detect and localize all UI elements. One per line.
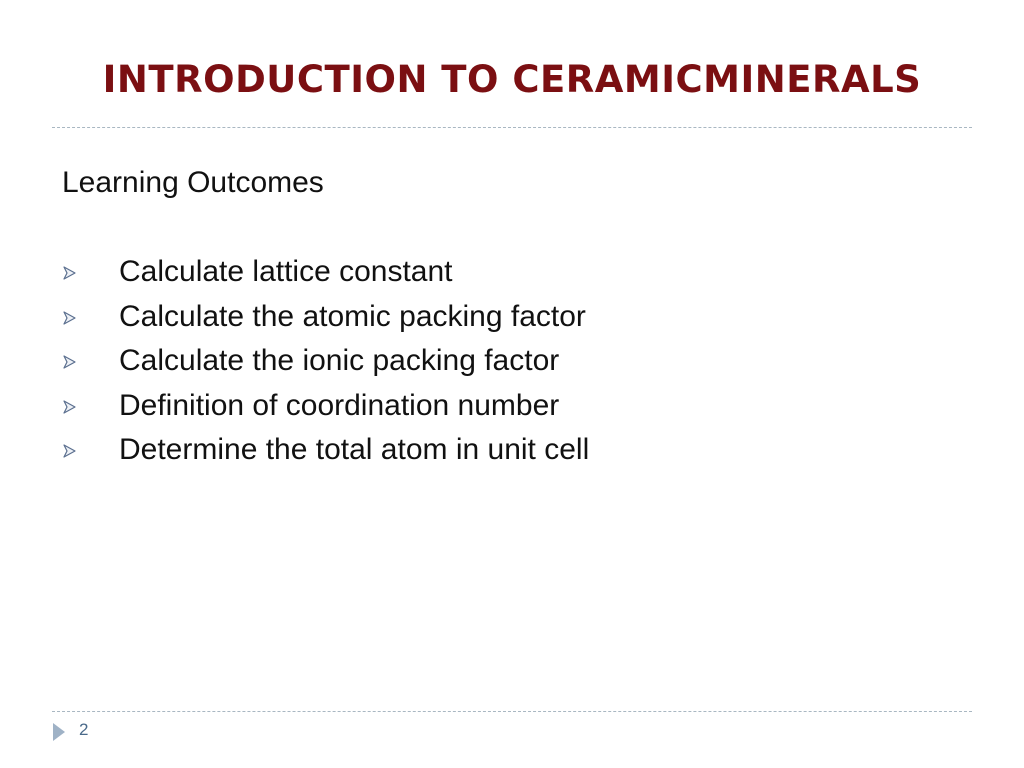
list-item-text: Determine the total atom in unit cell [119, 433, 590, 466]
section-heading: Learning Outcomes [62, 166, 324, 199]
list-item-text: Calculate lattice constant [119, 255, 453, 288]
title-divider [52, 127, 972, 128]
list-item-text: Calculate the atomic packing factor [119, 299, 586, 333]
arrow-bullet-icon [62, 311, 76, 325]
list-item-text: Calculate the ionic packing factor [119, 344, 560, 377]
arrow-bullet-icon [62, 444, 76, 458]
footer-divider [52, 711, 972, 712]
page-number: 2 [79, 720, 89, 739]
slide-title: INTRODUCTION TO CERAMICMINERALS [102, 58, 922, 101]
play-triangle-icon [52, 722, 66, 742]
arrow-bullet-icon [62, 266, 76, 280]
arrow-bullet-icon [62, 355, 76, 369]
arrow-bullet-icon [62, 400, 76, 414]
list-item-text: Definition of coordination number [119, 388, 560, 422]
